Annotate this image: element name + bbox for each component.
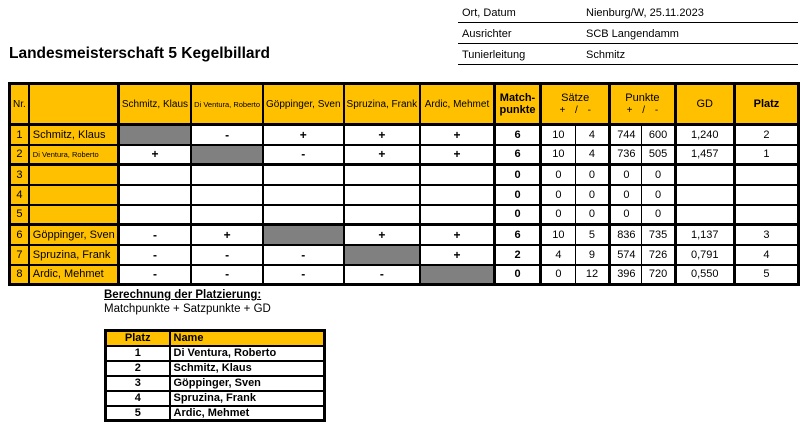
match-result-cell (191, 185, 263, 205)
points-lost-value: 0 (642, 165, 675, 185)
sets-lost-value: 9 (575, 245, 610, 265)
gd-value: 0,550 (675, 265, 734, 285)
match-result-cell: - (191, 125, 263, 145)
col-header-opponent: Göppinger, Sven (263, 84, 344, 125)
rank-value (734, 205, 798, 225)
match-result-cell (191, 165, 263, 185)
info-value: Schmitz (586, 49, 626, 61)
sets-lost-value: 0 (575, 205, 610, 225)
match-result-cell: + (420, 225, 494, 245)
gd-value: 1,240 (675, 125, 734, 145)
self-cell (191, 145, 263, 165)
match-result-cell (420, 205, 494, 225)
points-won-value: 0 (610, 165, 642, 185)
sets-won-value: 10 (541, 225, 576, 245)
self-cell (118, 125, 191, 145)
placement-table (104, 329, 326, 422)
points-lost-value: 735 (642, 225, 675, 245)
match-result-cell (344, 165, 421, 185)
rank-value: 1 (734, 145, 798, 165)
sets-lost-value: 0 (575, 165, 610, 185)
row-number: 3 (10, 165, 29, 185)
match-result-cell: - (263, 145, 344, 165)
match-result-cell (191, 205, 263, 225)
points-lost-value: 0 (642, 185, 675, 205)
placement-name: Göppinger, Sven (170, 376, 325, 391)
sets-won-value: 10 (541, 145, 576, 165)
self-cell (263, 225, 344, 245)
matchpoints-value: 0 (494, 165, 540, 185)
points-won-value: 744 (610, 125, 642, 145)
row-number: 6 (10, 225, 29, 245)
match-result-cell (420, 165, 494, 185)
match-result-cell (118, 205, 191, 225)
gd-value: 0,791 (675, 245, 734, 265)
table-row (10, 185, 799, 205)
matchpoints-value: 0 (494, 265, 540, 285)
match-result-cell (420, 185, 494, 205)
match-result-cell: - (263, 245, 344, 265)
match-result-cell: - (263, 265, 344, 285)
match-result-cell: - (344, 265, 421, 285)
placement-row (106, 376, 325, 391)
points-won-value: 396 (610, 265, 642, 285)
rank-value: 2 (734, 125, 798, 145)
match-result-cell: + (263, 125, 344, 145)
placement-rank: 5 (106, 406, 170, 421)
row-number: 4 (10, 185, 29, 205)
calculation-note-title: Berechnung der Platzierung: (104, 289, 262, 301)
match-result-cell: - (118, 225, 191, 245)
info-label: Tunierleitung (462, 49, 526, 61)
placement-rank: 1 (106, 346, 170, 361)
player-name: Ardic, Mehmet (29, 265, 118, 285)
sets-lost-value: 12 (575, 265, 610, 285)
col-header-matchpunkte: Match- punkte (494, 84, 540, 125)
sets-won-value: 10 (541, 125, 576, 145)
matchpoints-value: 2 (494, 245, 540, 265)
match-result-cell: - (191, 245, 263, 265)
row-number: 5 (10, 205, 29, 225)
sets-won-value: 0 (541, 205, 576, 225)
points-won-value: 836 (610, 225, 642, 245)
sets-lost-value: 5 (575, 225, 610, 245)
matchpoints-value: 0 (494, 205, 540, 225)
calculation-note-formula: Matchpunkte + Satzpunkte + GD (104, 303, 271, 315)
sets-won-value: 0 (541, 185, 576, 205)
player-name (29, 165, 118, 185)
placement-rank: 2 (106, 361, 170, 376)
match-result-cell: - (118, 245, 191, 265)
match-result-cell (263, 205, 344, 225)
info-value: SCB Langendamm (586, 28, 679, 40)
gd-value (675, 165, 734, 185)
col-header-opponent: Di Ventura, Roberto (191, 84, 263, 125)
rank-value: 5 (734, 265, 798, 285)
info-label: Ausrichter (462, 28, 512, 40)
sets-lost-value: 4 (575, 145, 610, 165)
results-header-row (10, 84, 799, 125)
player-name (29, 185, 118, 205)
col-header-opponent: Ardic, Mehmet (420, 84, 494, 125)
gd-value (675, 185, 734, 205)
gd-value: 1,457 (675, 145, 734, 165)
col-header-opponent: Spruzina, Frank (344, 84, 421, 125)
match-result-cell: + (420, 245, 494, 265)
plus-minus-label: + / - (559, 105, 591, 116)
player-name: Göppinger, Sven (29, 225, 118, 245)
placement-name: Ardic, Mehmet (170, 406, 325, 421)
matchpoints-value: 6 (494, 145, 540, 165)
match-result-cell: + (344, 225, 421, 245)
col-header-saetze: Sätze + / - (541, 84, 610, 125)
self-cell (420, 265, 494, 285)
info-row-tournament-director (458, 44, 798, 65)
table-row (10, 125, 799, 145)
match-result-cell (118, 165, 191, 185)
match-result-cell: + (191, 225, 263, 245)
points-lost-value: 600 (642, 125, 675, 145)
match-result-cell (344, 205, 421, 225)
col-header-gd: GD (675, 84, 734, 125)
points-lost-value: 0 (642, 205, 675, 225)
matchpoints-value: 6 (494, 125, 540, 145)
table-row (10, 165, 799, 185)
self-cell (344, 245, 421, 265)
table-row (10, 145, 799, 165)
event-info-box (458, 2, 798, 65)
match-result-cell (263, 165, 344, 185)
col-header-nr: Nr. (10, 84, 29, 125)
gd-value (675, 205, 734, 225)
gd-value: 1,137 (675, 225, 734, 245)
col-header-punkte: Punkte + / - (610, 84, 675, 125)
placement-row (106, 346, 325, 361)
placement-col-header-platz: Platz (106, 331, 170, 346)
match-result-cell: + (420, 145, 494, 165)
points-won-value: 736 (610, 145, 642, 165)
rank-value (734, 185, 798, 205)
points-lost-value: 726 (642, 245, 675, 265)
match-result-cell: + (118, 145, 191, 165)
match-result-cell: + (420, 125, 494, 145)
row-number: 7 (10, 245, 29, 265)
placement-col-header-name: Name (170, 331, 325, 346)
table-row (10, 205, 799, 225)
table-row (10, 225, 799, 245)
placement-header-row (106, 331, 325, 346)
rank-value (734, 165, 798, 185)
results-crosstable (8, 82, 800, 286)
match-result-cell: - (118, 265, 191, 285)
points-won-value: 0 (610, 185, 642, 205)
sets-won-value: 0 (541, 265, 576, 285)
points-won-value: 574 (610, 245, 642, 265)
points-won-value: 0 (610, 205, 642, 225)
placement-name: Spruzina, Frank (170, 391, 325, 406)
table-row (10, 245, 799, 265)
row-number: 1 (10, 125, 29, 145)
info-value: Nienburg/W, 25.11.2023 (586, 7, 704, 19)
match-result-cell: - (191, 265, 263, 285)
player-name: Di Ventura, Roberto (29, 145, 118, 165)
placement-row (106, 406, 325, 421)
player-name: Spruzina, Frank (29, 245, 118, 265)
match-result-cell: + (344, 145, 421, 165)
player-name (29, 205, 118, 225)
info-label: Ort, Datum (462, 7, 516, 19)
rank-value: 3 (734, 225, 798, 245)
placement-rank: 3 (106, 376, 170, 391)
col-header-player (29, 84, 118, 125)
player-name: Schmitz, Klaus (29, 125, 118, 145)
match-result-cell (118, 185, 191, 205)
plus-minus-label: + / - (626, 105, 659, 116)
sets-won-value: 0 (541, 165, 576, 185)
placement-name: Di Ventura, Roberto (170, 346, 325, 361)
col-header-opponent: Schmitz, Klaus (118, 84, 191, 125)
match-result-cell (263, 185, 344, 205)
points-lost-value: 505 (642, 145, 675, 165)
placement-name: Schmitz, Klaus (170, 361, 325, 376)
row-number: 2 (10, 145, 29, 165)
points-lost-value: 720 (642, 265, 675, 285)
sets-lost-value: 0 (575, 185, 610, 205)
info-row-location-date (458, 2, 798, 23)
matchpoints-value: 0 (494, 185, 540, 205)
page-title: Landesmeisterschaft 5 Kegelbillard (9, 45, 271, 62)
rank-value: 4 (734, 245, 798, 265)
sets-lost-value: 4 (575, 125, 610, 145)
row-number: 8 (10, 265, 29, 285)
placement-rank: 4 (106, 391, 170, 406)
placement-row (106, 361, 325, 376)
info-row-organizer (458, 23, 798, 44)
placement-row (106, 391, 325, 406)
table-row (10, 265, 799, 285)
matchpoints-value: 6 (494, 225, 540, 245)
sets-won-value: 4 (541, 245, 576, 265)
match-result-cell: + (344, 125, 421, 145)
col-header-platz: Platz (734, 84, 798, 125)
match-result-cell (344, 185, 421, 205)
